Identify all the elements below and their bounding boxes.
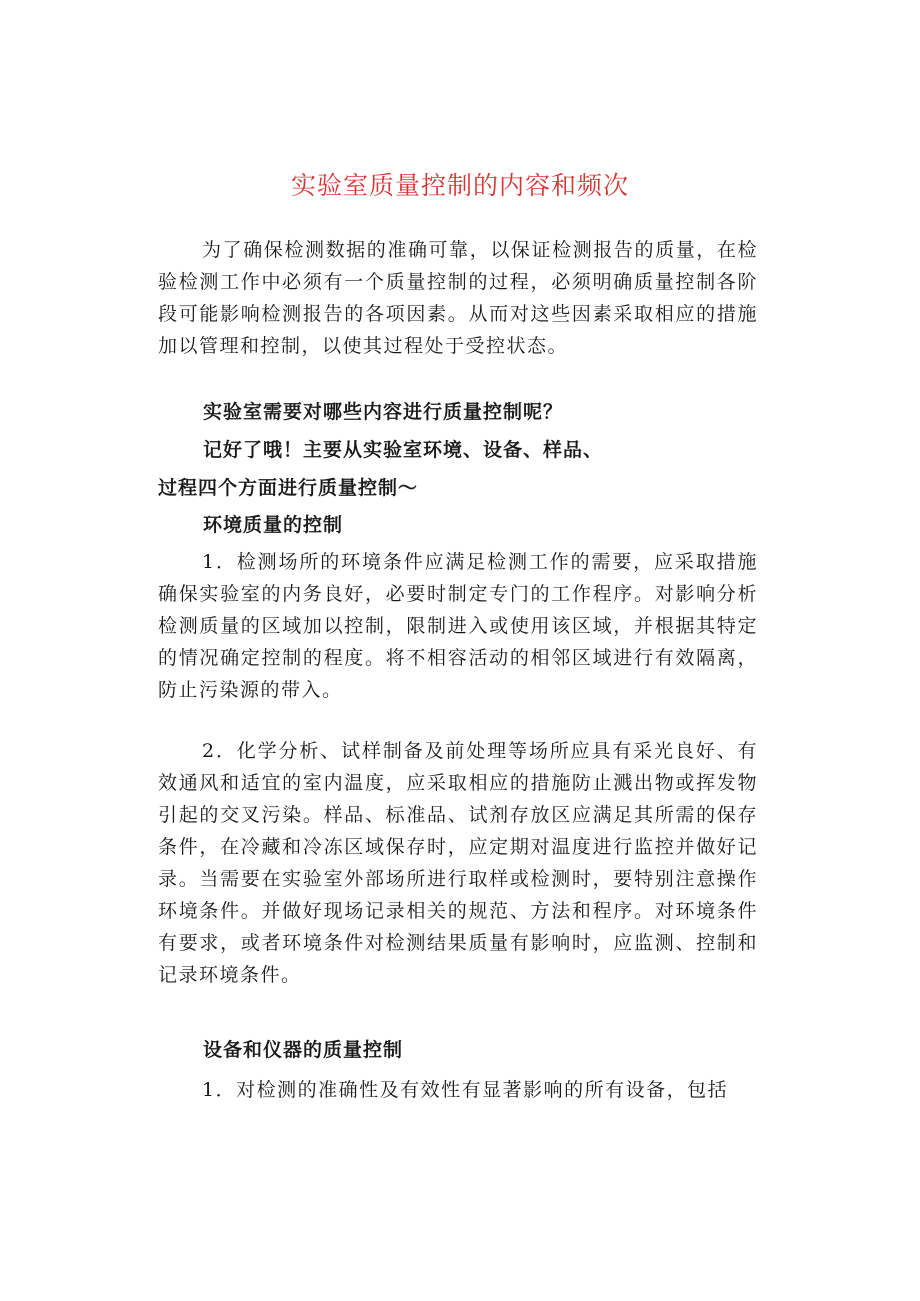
environment-paragraph-2: 2．化学分析、试样制备及前处理等场所应具有采光良好、有效通风和适宜的室内温度，应采取相应的措施防止溅出物或挥发物引起的交叉污染。样品、标准品、试剂存放区应满足其所需的保存条件，在冷藏和冷冻区域保存时，应定期对温度进行监控并做好记录。当需要在实验室外部场所进行取样或检测时，要特别注意操作环境条件。并做好现场记录相关的规范、方法和程序。对环境条件有要求，或者环境条件对检测结果质量有影响时，应监测、控制和记录环境条件。 [158,740,758,986]
intro-paragraph: 为了确保检测数据的准确可靠，以保证检测报告的质量，在检验检测工作中必须有一个质量控制的过程，必须明确质量控制各阶段可能影响检测报告的各项因素。从而对这些因素采取相应的措施加以管理和控制，以使其过程处于受控状态。 [158,239,758,357]
equipment-paragraph-1-block [158,1074,758,1106]
intro-block [158,234,758,362]
answer-line-2: 过程四个方面进行质量控制～ [158,477,419,499]
document-title: 实验室质量控制的内容和频次 [290,171,629,200]
question-line: 实验室需要对哪些内容进行质量控制呢？ [203,401,564,423]
environment-paragraph-1-block [158,546,758,706]
section-heading-equipment: 设备和仪器的质量控制 [203,1039,404,1061]
environment-paragraph-2-block [158,735,758,991]
environment-paragraph-1: 1．检测场所的环境条件应满足检测工作的需要，应采取措施确保实验室的内务良好，必要时制定专门的工作程序。对影响分析检测质量的区域加以控制，限制进入或使用该区域，并根据其特定的情况确定控制的程度。将不相容活动的相邻区域进行有效隔离，防止污染源的带入。 [158,551,758,701]
section-heading-environment: 环境质量的控制 [203,514,344,536]
answer-line-1: 记好了哦！主要从实验室环境、设备、样品、 [203,439,604,461]
equipment-paragraph-1: 1．对检测的准确性及有效性有显著影响的所有设备，包括 [202,1079,729,1101]
